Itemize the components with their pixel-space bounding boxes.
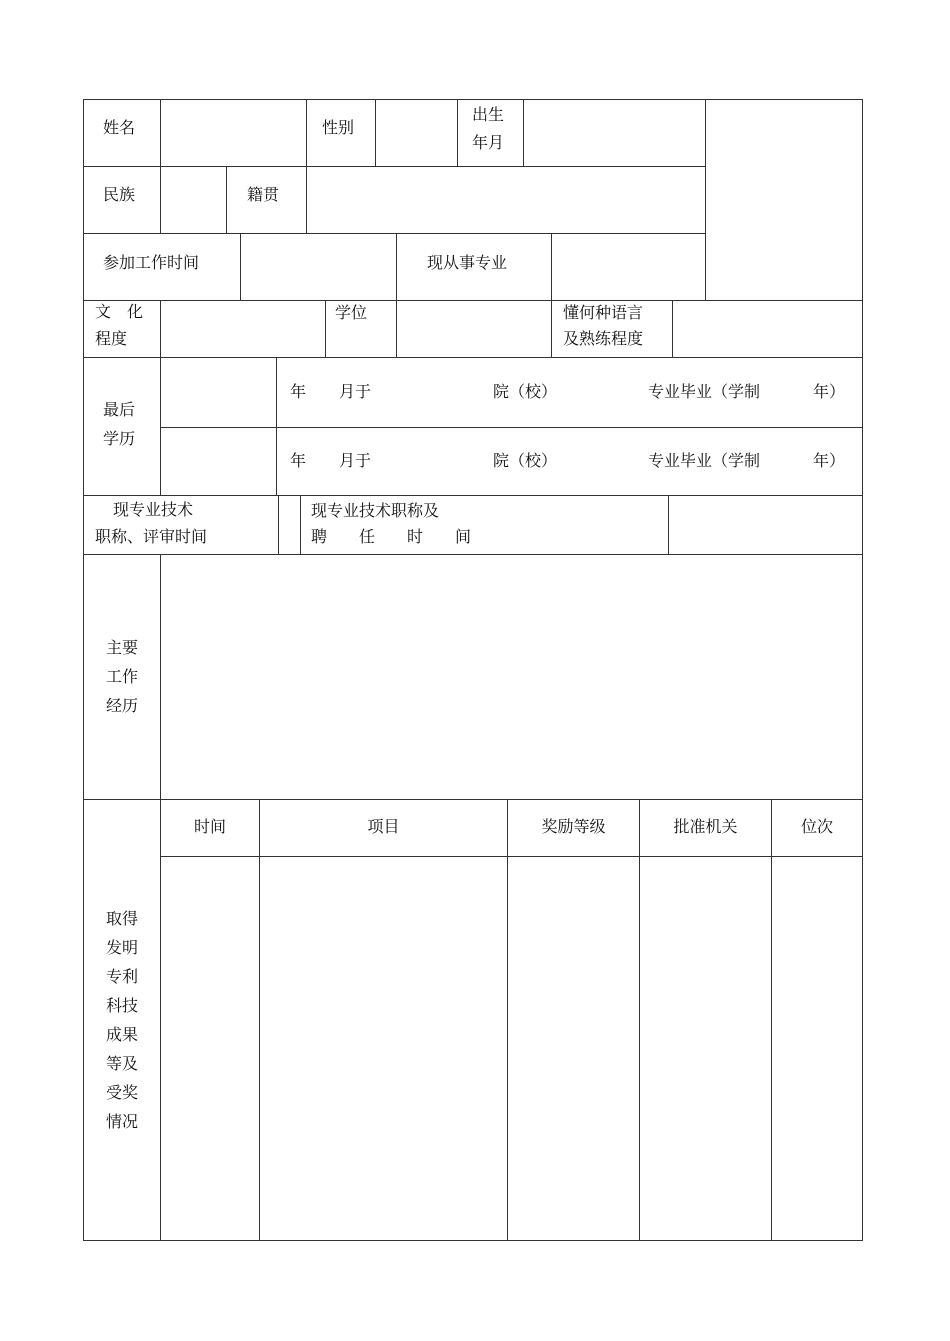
degree-label: 学位 — [335, 303, 368, 322]
gender-label: 性别 — [322, 118, 355, 137]
awards-label-line: 受奖 — [105, 1083, 138, 1102]
education-1-major-grad: 专业毕业（学制 — [648, 382, 761, 401]
title-appoint-label-line2: 聘 任 时 间 — [311, 527, 472, 546]
culture-field[interactable] — [160, 300, 326, 358]
awards-time-field[interactable] — [160, 856, 260, 1241]
title-review-label-line1: 现专业技术 — [113, 500, 194, 519]
ethnicity-label: 民族 — [103, 185, 136, 204]
awards-authority-field[interactable] — [639, 856, 772, 1241]
language-label-line2: 及熟练程度 — [563, 329, 644, 348]
awards-header-rank-label: 位次 — [800, 817, 833, 836]
education-2-school: 院（校） — [493, 451, 558, 470]
awards-label-line: 专利 — [105, 967, 138, 986]
awards-level-field[interactable] — [507, 856, 640, 1241]
gender-field[interactable] — [375, 99, 458, 167]
native-place-label: 籍贯 — [247, 185, 280, 204]
culture-label-line1: 文 化 — [95, 302, 144, 321]
education-label-line1: 最后 — [103, 400, 136, 419]
language-field[interactable] — [672, 300, 863, 358]
awards-header-authority-label: 批准机关 — [673, 817, 738, 836]
awards-rank-field[interactable] — [771, 856, 863, 1241]
ethnicity-field[interactable] — [160, 166, 227, 234]
education-1-month-at: 月于 — [339, 382, 372, 401]
education-label-line2: 学历 — [103, 429, 136, 448]
education-2-month-at: 月于 — [339, 451, 372, 470]
title-appoint-field[interactable] — [668, 495, 863, 555]
birth-label-line1: 出生 — [472, 105, 505, 124]
awards-label-line: 等及 — [105, 1054, 138, 1073]
awards-label-line: 成果 — [105, 1025, 138, 1044]
name-field[interactable] — [160, 99, 307, 167]
awards-label — [84, 904, 160, 1136]
awards-header-time-label: 时间 — [193, 817, 226, 836]
education-1-year: 年 — [290, 382, 307, 401]
current-major-label: 现从事专业 — [427, 253, 508, 272]
birth-label-line2: 年月 — [472, 133, 505, 152]
current-major-field[interactable] — [551, 233, 706, 301]
awards-label-line: 取得 — [105, 909, 138, 928]
degree-field[interactable] — [396, 300, 552, 358]
awards-label-line: 科技 — [105, 996, 138, 1015]
work-start-field[interactable] — [240, 233, 397, 301]
education-2-year-end: 年） — [813, 451, 846, 470]
title-appoint-label-line1: 现专业技术职称及 — [311, 501, 440, 520]
education-2-field[interactable] — [160, 427, 277, 496]
language-label-line1: 懂何种语言 — [563, 303, 644, 322]
awards-header-project-label: 项目 — [367, 817, 400, 836]
work-history-label-line: 工作 — [105, 667, 138, 686]
birth-field[interactable] — [523, 99, 706, 167]
work-history-label — [84, 633, 160, 720]
awards-label-line: 情况 — [105, 1112, 138, 1131]
awards-label-line: 发明 — [105, 938, 138, 957]
name-label: 姓名 — [103, 118, 136, 137]
title-review-field[interactable] — [278, 495, 301, 555]
work-history-label-line: 经历 — [105, 696, 138, 715]
education-2-major-grad: 专业毕业（学制 — [648, 451, 761, 470]
work-start-label: 参加工作时间 — [103, 253, 200, 272]
native-place-field[interactable] — [306, 166, 706, 234]
awards-header-level-label: 奖励等级 — [541, 817, 606, 836]
photo-box[interactable] — [705, 99, 863, 301]
work-history-field[interactable] — [160, 554, 863, 800]
title-review-label-line2: 职称、评审时间 — [95, 527, 208, 546]
education-2-year: 年 — [290, 451, 307, 470]
awards-project-field[interactable] — [259, 856, 508, 1241]
education-1-year-end: 年） — [813, 382, 846, 401]
education-1-field[interactable] — [160, 357, 277, 428]
culture-label-line2: 程度 — [95, 329, 128, 348]
work-history-label-line: 主要 — [105, 638, 138, 657]
education-1-school: 院（校） — [493, 382, 558, 401]
